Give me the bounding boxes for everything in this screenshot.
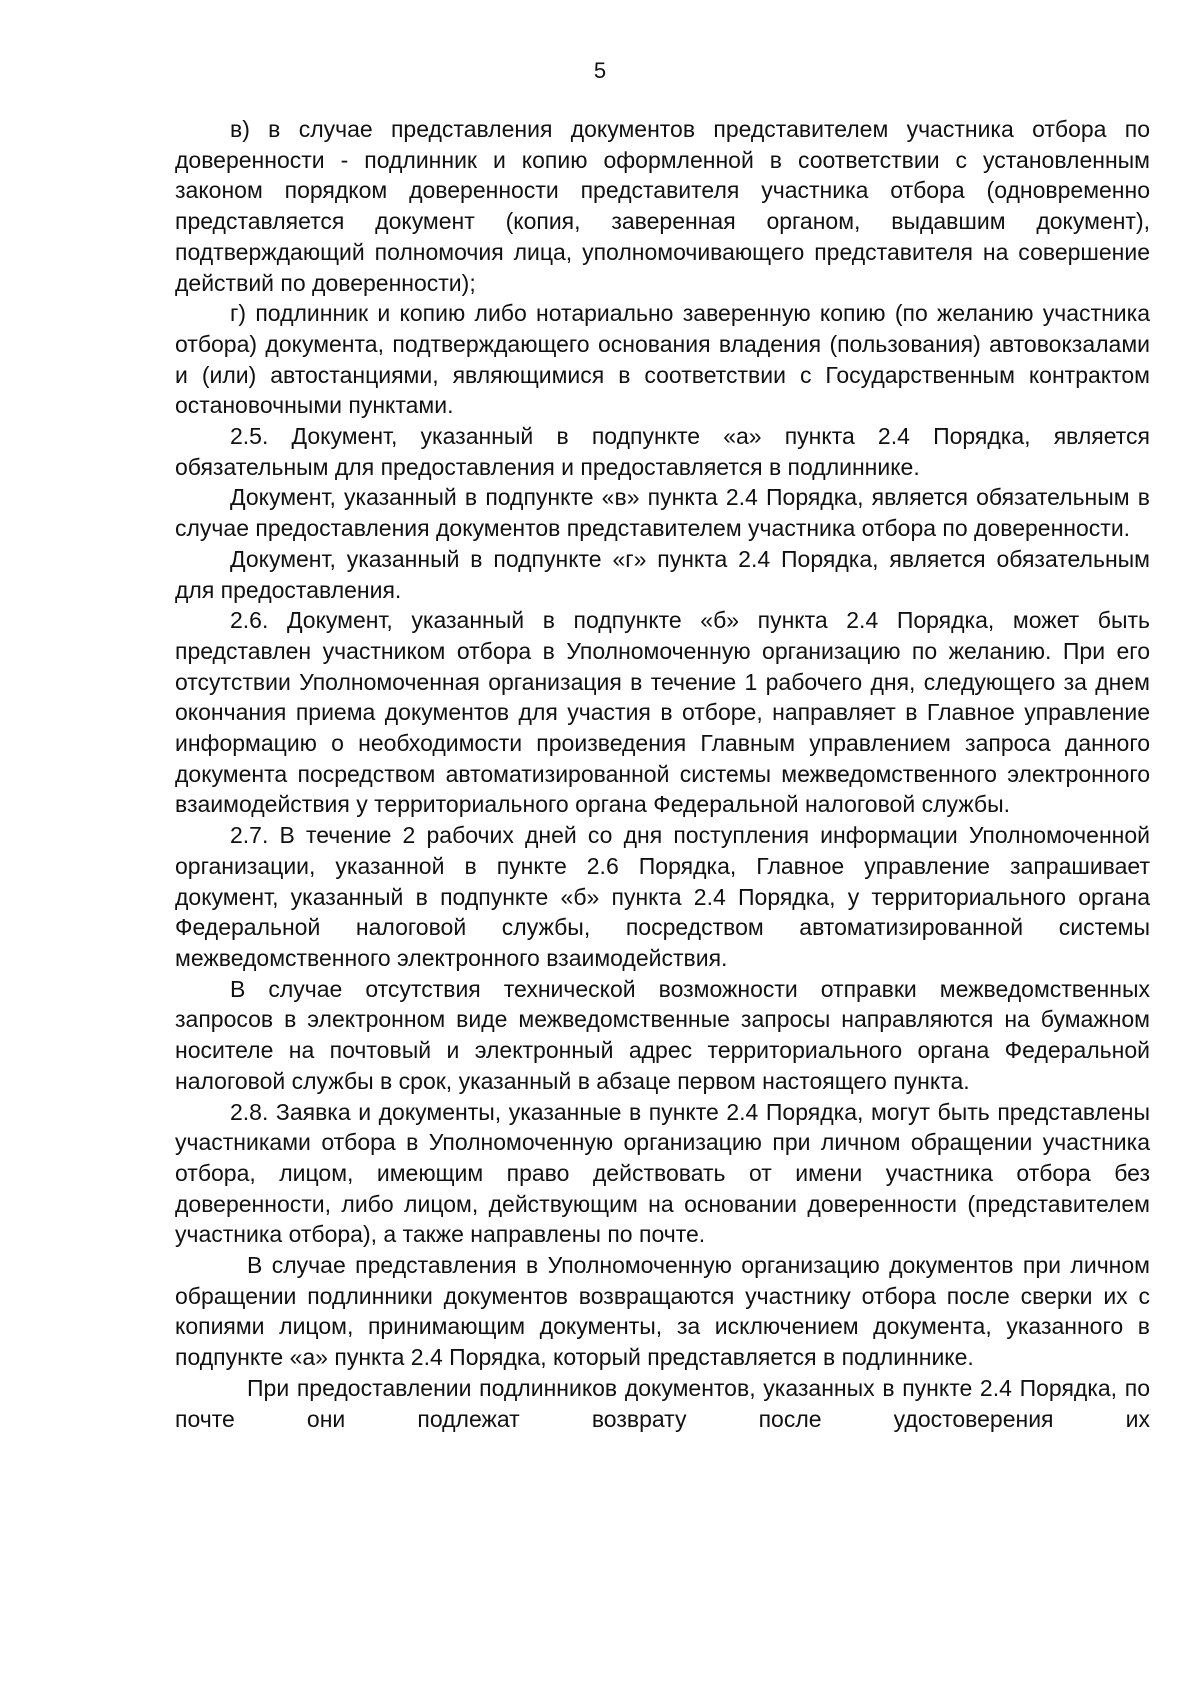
paragraph-2-5-document-g: Документ, указанный в подпункте «г» пункта 2.4 Порядка, является обязательным для предоставления. <box>175 545 1150 603</box>
paragraph-2-8-mail-submission: При предоставлении подлинников документов, указанных в пункте 2.4 Порядка, по почте они подлежат возврату после удостоверения их <box>175 1374 1150 1432</box>
paragraph-2-7: 2.7. В течение 2 рабочих дней со дня поступления информации Уполномоченной организации, указанной в пункте 2.6 Порядка, Главное управление запрашивает документ, указанный в подпункте «б» пункта 2.4 Порядка, у территориального органа Федеральной налоговой службы, посредством автоматизированной системы межведомственного электронного взаимодействия. <box>175 822 1150 971</box>
paragraph-2-8-personal-submission: В случае представления в Уполномоченную организацию документов при личном обращении подлинники документов возвращаются участнику отбора после сверки их с копиями лицом, принимающим документы, за исключением документа, указанного в подпункте «а» пункта 2.4 Порядка, который представляется в подлиннике. <box>175 1252 1150 1371</box>
paragraph-2-8: 2.8. Заявка и документы, указанные в пункте 2.4 Порядка, могут быть представлены участниками отбора в Уполномоченную организацию при личном обращении участника отбора, лицом, имеющим право действовать от имени участника отбора без доверенности, либо лицом, действующим на основании доверенности (представителем участника отбора), а также направлены по почте. <box>175 1098 1150 1248</box>
paragraph-2-7-paper-requests: В случае отсутствия технической возможности отправки межведомственных запросов в электронном виде межведомственные запросы направляются на бумажном носителе на почтовый и электронный адрес территориального органа Федеральной налоговой службы в срок, указанный в абзаце первом настоящего пункта. <box>175 975 1150 1094</box>
paragraph-2-5-document-v: Документ, указанный в подпункте «в» пункта 2.4 Порядка, является обязательным в случае предоставления документов представителем участника отбора по доверенности. <box>175 484 1150 542</box>
page-number: 5 <box>593 58 607 83</box>
paragraph-v-representative-documents: в) в случае представления документов представителем участника отбора по доверенности - подлинник и копию оформленной в соответствии с установленным законом порядком доверенности представителя участника отбора (одновременно представляется документ (копия, заверенная органом, выдавшим документ), подтверждающий полномочия лица, уполномочивающего представителя на совершение действий по доверенности); <box>175 116 1150 296</box>
paragraph-2-6: 2.6. Документ, указанный в подпункте «б» пункта 2.4 Порядка, может быть представлен участником отбора в Уполномоченную организацию по желанию. При его отсутствии Уполномоченная организация в течение 1 рабочего дня, следующего за днем окончания приема документов для участия в отборе, направляет в Главное управление информацию о необходимости произведения Главным управлением запроса данного документа посредством автоматизированной системы межведомственного электронного взаимодействия у территориального органа Федеральной налоговой службы. <box>175 607 1150 818</box>
paragraph-g-ownership-documents: г) подлинник и копию либо нотариально заверенную копию (по желанию участника отбора) документа, подтверждающего основания владения (пользования) автовокзалами и (или) автостанциями, являющимися в соответствии с Государственным контрактом остановочными пунктами. <box>175 300 1150 419</box>
paragraph-2-5: 2.5. Документ, указанный в подпункте «а» пункта 2.4 Порядка, является обязательным для предоставления и предоставляется в подлиннике. <box>175 423 1150 480</box>
document-body <box>175 114 1150 1434</box>
